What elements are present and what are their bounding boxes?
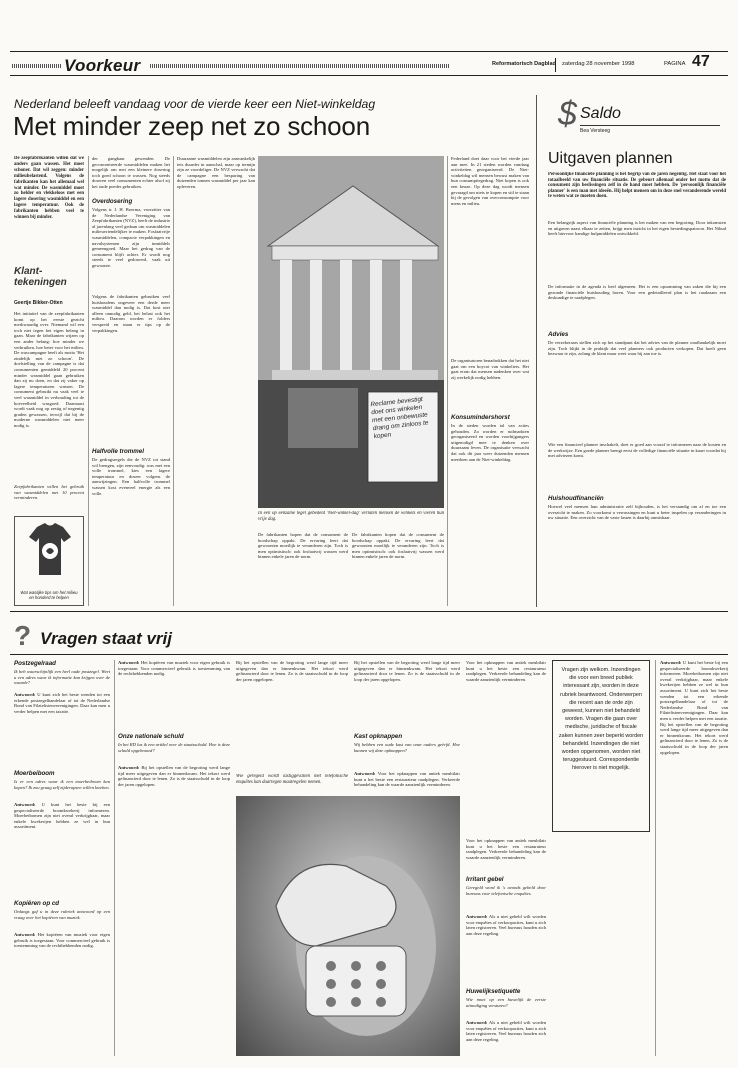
vragen-sub-schuld: Onze nationale schuld [118,733,184,740]
column-logo [14,266,84,296]
vragen-photo-caption: Wie geregeld wordt lastiggevallen met telefonische enquêtes kan daartegen maatregelen nemen. [236,774,348,785]
article-body-col4: De fabrikanten hopen dat de consument de boodschap oppakt. De ervaring leert dat gewoonten moeilijk te veranderen zijn. Toch is men optimistisch: ook fosfaatvrij wassen werd binnen enkele jaren de norm. [258,532,348,560]
answer-text: Als u niet gebeld wilt worden voor enquêtes of verkoopacties, kunt u zich laten registreren. Veel bureaus houden zich aan deze regeling. [466,1020,546,1042]
answer-text: U kunt zich het beste wenden tot een erkende postzegelhandelaar of tot de Nederlandse Bond van Filatelistenverenigingen. Daar kan men u verder helpen met een taxatie. [14,692,110,714]
saldo-author: Bea Versteeg [580,128,611,134]
article-kicker: Nederland beleeft vandaag voor de vierde keer een Niet-winkeldag [14,97,376,111]
article-body-col1: Het initiatief van de zeepfabrikanten komt op het eerste gezicht merkwaardig over. Niemand wil een toch niet tegen het eigen belang in gaan. Maar de fabrikanten wijzen op een ander belang: hoe minder we verbruiken, hoe beter voor het milieu. De wascampagne heeft als motto 'Het zindelijk met zo schoon'. De doelstelling van de campagne is dat consumenten gemiddeld 20 procent minder wasmiddel gaan gebruiken dan zij nu doen, en dat zij vaker op lagere temperaturen wassen. De consument gebruikt nu vaak veel te veel wasmiddel in verhouding tot de hoeveelheid wasgoed. Daarnaast wordt vaak nog op zestig of negentig graden gewassen, terwijl dat bij de moderne wasmiddelen niet meer nodig is. [14,311,84,428]
tshirt-illustration [14,516,84,606]
masthead-texture-right [150,64,450,68]
article-body-col6b: De organisatoren benadrukken dat het niet gaat om een boycot van winkeliers. Het gaat erom dat mensen nadenken over wat zij werkelijk nodig hebben. [451,358,529,380]
article-body-col3: Duurzame wasmiddelen zijn aanvankelijk iets duurder in aanschaf, maar op termijn zijn ze voordeliger. De NVZ verwacht dat de campagne een besparing van duizenden tonnen wasmiddel per jaar kan opleveren. [177,156,255,189]
section-divider [536,95,537,607]
vragen-a5-end: Voor het opknappen van antiek meubilair kunt u het beste een restaurateur raadplegen. Verkeerde behandeling kan de waarde aanzienlijk verminderen. [466,838,546,860]
answer-text: Het kopiëren van muziek voor eigen gebruik is toegestaan. Voor commercieel gebruik is toestemming van de rechthebbenden nodig. [14,932,110,949]
column-divider [114,660,115,1056]
saldo-rule [580,125,720,126]
subheading-konsum: Konsumindershorst [451,414,510,421]
vragen-sub-kast: Kast opknappen [354,733,403,740]
section-title: Voorkeur [64,56,141,75]
answer-text: Het kopiëren van muziek voor eigen gebruik is toegestaan. Voor commercieel gebruik is toestemming van de rechthebbenden nodig. [118,660,230,677]
vragen-sub-kopieren: Kopiëren op cd [14,900,60,907]
lead-photo [258,156,444,508]
saldo-logo-icon: $ [558,95,577,133]
answer-text: Voor het opknappen van antiek meubilair kunt u het beste een restaurateur raadplegen. Verkeerde behandeling kan de waarde aanzienlijk verminderen. [354,771,460,788]
answer-label: Antwoord: [14,692,36,697]
vragen-sub-postzegel: Postzegelraad [14,660,56,667]
answer-label: Antwoord: [354,771,376,776]
answer-text: Bij het opstellen van de begroting werd lange tijd meer uitgegeven dan er binnenkwam. Het tekort werd gefinancierd door te lenen. Zo is de staatsschuld in de loop der jaren opgelopen. [118,765,230,787]
tshirt-caption: Wat wastijke tips om het milieu en honderd te helpen [20,590,78,600]
newspaper-name: Reformatorisch Dagblad [492,61,556,67]
author-byline: Geertje Bikker-Otten [14,300,63,306]
column-divider [88,156,89,606]
article-body-col6c: In de steden worden tal van acties gehouden. Zo worden er ruilmarkten georganiseerd en worden voorbijgangers uitgenodigd mee te denken over duurzaam leven. De organisatie verwacht dat ook dit jaar weer duizenden mensen meedoen aan de Niet-winkeldag. [451,423,529,462]
answer-label: Antwoord: [118,660,140,665]
answer-label: Antwoord: [466,1020,488,1025]
vragen-q4: In het RD las ik een artikel over de staatsschuld. Hoe is deze schuld opgebouwd? [118,742,230,753]
saldo-headline: Uitgaven plannen [548,150,673,167]
vragen-q5: Wij hebben een oude kast van onze ouders geërfd. Hoe kunnen wij deze opknappen? [354,742,460,753]
answer-text: U kunt zich het beste wenden tot een erkende postzegelhandelaar of tot de Nederlandse Bond van Filatelistenverenigingen. Daar kan men u verder helpen met een taxatie. [660,687,728,721]
saldo-body-2: De informatie in de agenda is heel algemeen. Het is een opsomming van zaken die bij een gezonde financiële huishouding horen. Voor een gedetailleerd plan is het raadzaam een deskundige te raadplegen. [548,284,726,301]
vragen-a7 [466,1020,546,1056]
vragen-a3-cont [118,660,230,730]
article-body-col2b: Volgens ir. J. H. Boerma, voorzitter van de Nederlandse Vereniging van Zeepfabrikanten (NVZ), heeft de industrie al jarenlang veel gedaan om wasmiddelen milieuvriendelijker te maken. Fosfaatvrije wasmiddelen, compacte verpakkingen en navulsystemen zijn inmiddels gemeengoed. Maar het gedrag van de consument blijft achter. Er wordt nog steeds te veel gedoseerd, vaak uit gewoonte. [92,207,170,268]
building-graphic [258,156,444,508]
subheading-halfvolle: Halfvolle trommel [92,448,144,455]
masthead-date: zaterdag 28 november 1998 [562,61,635,67]
vragen-q1: Ik heb waarschijnlijk een heel oude postzegel. Weet u een adres waar ik informatie kan krijgen over de waarde? [14,669,110,686]
vragen-a4-end: Bij het opstellen van de begroting werd lange tijd meer uitgegeven dan er binnenkwam. Het tekort werd gefinancierd door te lenen. Zo is de staatsschuld in de loop der jaren opgelopen. [354,660,460,682]
answer-text: Als u niet gebeld wilt worden voor enquêtes of verkoopacties, kunt u zich laten registreren. Veel bureaus houden zich aan deze regeling. [466,914,546,936]
saldo-body-5: Hoewel veel mensen hun administratie zelf bijhouden, is het verstandig om af en toe een overzicht te maken. Zo voorkomt u verrassingen en kunt u beter inspelen op veranderingen in uw situatie. Een overzicht van de vaste lasten is daarbij onmisbaar. [548,504,726,521]
answer-label: Antwoord: [660,660,682,665]
saldo-body-1: Een belangrijk aspect van financiële planning is het maken van een begroting. Door inkomsten en uitgaven naast elkaar te zetten, krijgt men inzicht in het eigen bestedingspatroon. Het Nibud heeft hiervoor handige hulpmiddelen ontwikkeld. [548,220,726,237]
page-number: 47 [692,53,710,70]
vragen-q3: Onlangs gaf u in deze rubriek antwoord op een vraag over het kopiëren van muziek. [14,909,110,920]
saldo-body-4: Wie een financieel planner inschakelt, doet er goed aan vooraf te informeren naar de kosten en de werkwijze. Een goede planner brengt eerst de volledige financiële situatie in kaart voordat hij met adviezen komt. [548,442,726,459]
answer-label: Antwoord: [118,765,140,770]
article-body-col2d: De gedragsregels die de NVZ tot stand wil brengen, zijn eenvoudig: was met een volle trommel, kies een lagere temperatuur en doseer volgens de aanwijzingen. Een halfvolle trommel wassen kost evenveel energie als een volle. [92,457,170,496]
masthead-bottom-rule [10,75,728,76]
vragen-heading-rule [10,654,728,655]
saldo-intro: Persoonlijke financiële planning is het begrip van de jaren negentig. Het staat voor het totaalbeeld van uw financiële situatie. De gebeurt allemaal onder het motto dat de consument zijn beslissingen zelf in de hand moet hebben. De 'persoonlijk financiële planner' is een man met ideeën. Hij helpt mensen om in deze snel veranderende wereld te weten wat ze moeten doen. [548,172,726,200]
page-label: PAGINA [664,61,686,67]
article-body-col5: De fabrikanten hopen dat de consument de boodschap oppakt. De ervaring leert dat gewoonten moeilijk te veranderen zijn. Toch is men optimistisch: ook fosfaatvrij wassen werd binnen enkele jaren de norm. [352,532,444,560]
vragen-top-rule [10,611,728,612]
vragen-notice-box: Vragen zijn welkom. Inzendingen die voor een breed publiek interessant zijn, worden in deze rubriek beantwoord. Onderwerpen die recent aan de orde zijn geweest, kunnen niet behandeld worden. Vragen die gaan over medische, juridische of fiscale zaken kunnen zeer beperkt worden behandeld. Inzendingen die niet worden opgenomen, worden niet teruggestuurd. Correspondentie hierover is niet mogelijk. [552,660,650,832]
vragen-a-last [660,660,728,1056]
answer-text: U kunt het beste bij een gespecialiseerde boomkwekerij informeren. Moerbeibomen zijn niet overal verkrijgbaar, maar enkele kwekerijen hebben ze wel in hun assortiment. [660,660,728,693]
article-body-col6a: Federland doet daar voor het vierde jaar aan mee. In 21 steden worden vandaag activiteiten georganiseerd. De Niet-winkeldag wil mensen bewust maken van hun consumptiegedrag. Niet kopen is ook een keuze. Op deze dag wordt mensen gevraagd om niets te kopen en stil te staan bij de gevolgen van overconsumptie voor mens en milieu. [451,156,529,206]
vragen-a5: Voor het opknappen van antiek meubilair kunt u het beste een restaurateur raadplegen. Verkeerde behandeling kan de waarde aanzienlijk verminderen. [466,660,546,682]
vragen-sub-moerbei: Moerbeiboom [14,770,55,777]
saldo-body-3: De verzekeraars stellen zich op het standpunt dat het advies van de planner onafhankelijk moet zijn. Toch blijkt in de praktijk dat veel planners ook producten verkopen. Dat hoeft geen bezwaar te zijn, zolang de klant maar weet waar hij aan toe is. [548,340,726,357]
vragen-a4 [118,765,230,1055]
subheading-overdosering: Overdosering [92,198,133,205]
answer-label: Antwoord: [14,802,36,807]
tshirt-icon [15,517,85,585]
article-body-col2c: Volgens de fabrikanten gebruiken veel huishoudens ongeveer een derde meer wasmiddel dan nodig is. Dat kost niet alleen onnodig geld, het belast ook het milieu. Daarom worden er folders verspreid en staan er tips op de verpakkingen. [92,294,170,333]
saldo-subheading-advies: Advies [548,331,569,338]
column-divider [655,660,656,1056]
vragen-q6: Geregeld word ik 's avonds gebeld door bureaus voor telefonische enquêtes. [466,885,546,896]
article-body-col2a: der gangbaar gewenden. De geconcentreerde wasmiddelen maken het mogelijk om met een kleinere dosering toch goed schoon te wassen. Nog steeds doseren veel consumenten echter alsof zij het oude poeder gebruiken. [92,156,170,189]
vragen-sub-gebel: Irritant gebel [466,876,504,883]
article-headline: Met minder zeep net zo schoon [13,111,370,141]
answer-text: Bij het opstellen van de begroting werd lange tijd meer uitgegeven dan er binnenkwam. Het tekort werd gefinancierd door te lenen. Zo is de staatsschuld in de loop der jaren opgelopen. [660,721,728,755]
lead-photo-caption: In een op eenzame tegel gebedeld 'Niet-winkel-dag' verlaten mensen de winkels en vieren hun vrije dag. [258,511,444,522]
answer-text: U kunt het beste bij een gespecialiseerde boomkwekerij informeren. Moerbeibomen zijn niet overal verkrijgbaar, maar enkele kwekerijen hebben ze wel in hun assortiment. [14,802,110,830]
saldo-header [542,95,728,143]
masthead-texture-left [12,64,62,68]
article-intro: De zeepfabrikanten willen dat we anders gaan wassen. Het moet schoner. Dat wil zeggen: minder milieubelastend. Volgens de fabrikanten kan het allemaal wel wat minder. De wasmiddel moet zo helder en vlekkeloos met een lagere dosering wasmiddel en een lagere temperatuur. Ook de fabrikanten hebben veel te winnen bij minder. [14,156,84,221]
answer-label: Antwoord: [466,914,488,919]
protest-sign-text: Reclame bevestigt doet ons winkelen met een onbewuste drang om zinloos te kopen [370,395,429,441]
vragen-q7: Wie moet op een huwelijk de eerste uitnodiging versturen? [466,997,546,1008]
vragen-heading: Vragen staat vrij [40,629,172,648]
vragen-a2 [14,802,110,898]
vragen-a3 [14,932,110,1056]
saldo-title: Saldo [580,105,621,122]
vragen-a4-cont: Bij het opstellen van de begroting werd lange tijd meer uitgegeven dan er binnenkwam. Het tekort werd gefinancierd door te lenen. Zo is de staatsschuld in de loop der jaren opgelopen. [236,660,348,682]
telephone-photo [236,796,460,1056]
column-divider [447,156,448,606]
vragen-a5-start [354,771,460,795]
caption-left: Zeepfabrikanten willen het gebruik van wasmiddelen met 10 procent verminderen. [14,484,84,501]
vragen-q2: Is er een adres waar ik een moerbeiboom kan kopen? Ik zou graag zelf zijderupsen willen kweken. [14,779,110,790]
column-divider [173,156,174,606]
column-logo-text: Klant-tekeningen [14,266,67,288]
masthead-divider [555,58,556,72]
answer-label: Antwoord: [14,932,36,937]
vragen-a1 [14,692,110,768]
vragen-sub-huwelijk: Huwelijksetiquette [466,988,521,995]
question-mark-icon: ? [14,620,32,651]
telephone-icon [236,796,460,1056]
masthead-rule [10,51,728,52]
vragen-a6 [466,914,546,986]
saldo-subheading-huishoud: Huishoudfinanciën [548,495,604,502]
